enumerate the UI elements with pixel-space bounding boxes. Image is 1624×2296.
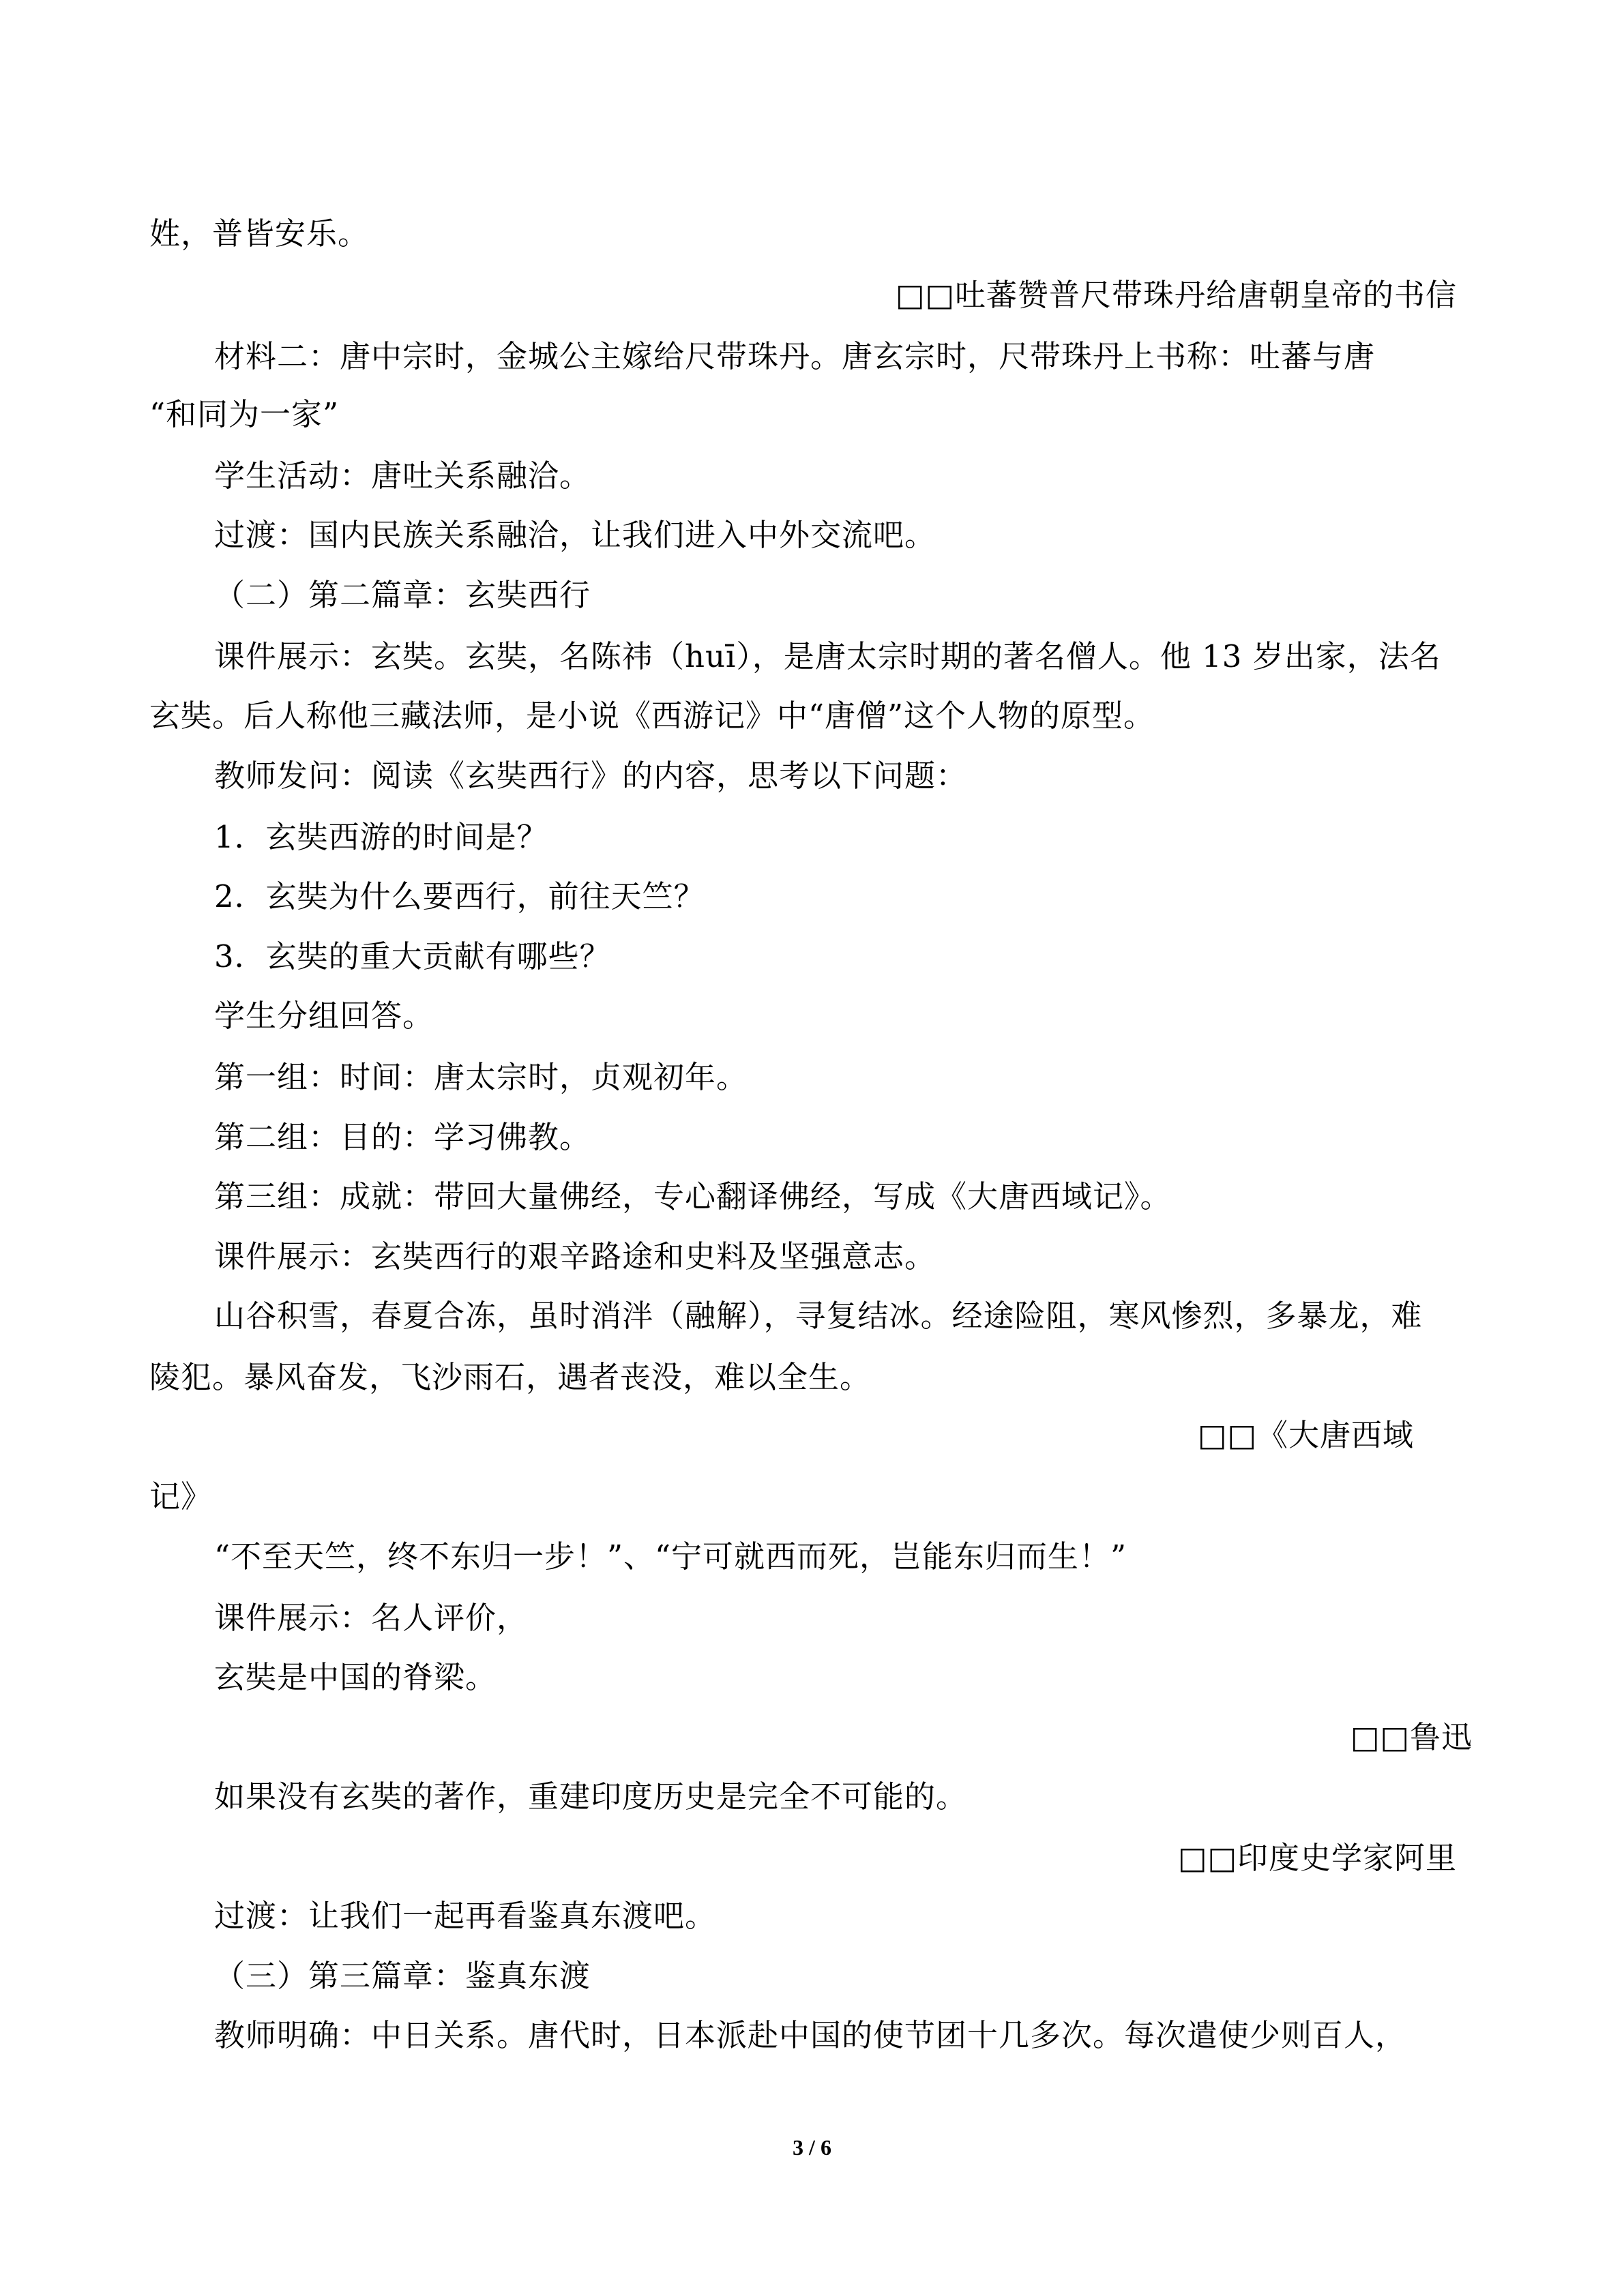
text-line: 课件展示：玄奘。玄奘，名陈祎（huī），是唐太宗时期的著名僧人。他 13 岁出家，法名 — [214, 638, 1441, 674]
section-heading: （三）第三篇章：鉴真东渡 — [214, 1958, 591, 1994]
section-heading: （二）第二篇章：玄奘西行 — [214, 577, 591, 613]
text-line: 教师明确：中日关系。唐代时，日本派赴中国的使节团十几多次。每次遣使少则百人， — [214, 2017, 1407, 2053]
source-attribution: □□吐蕃赞普尺带珠丹给唐朝皇帝的书信 — [895, 277, 1457, 313]
text-line: 学生活动：唐吐关系融洽。 — [214, 458, 591, 494]
text-line: 教师发问：阅读《玄奘西行》的内容，思考以下问题： — [214, 758, 968, 794]
source-attribution: □□鲁迅 — [1350, 1719, 1473, 1755]
source-attribution: 记》 — [149, 1478, 213, 1515]
source-attribution: □□印度史学家阿里 — [1177, 1840, 1457, 1876]
text-line: 课件展示：玄奘西行的艰辛路途和史料及坚强意志。 — [214, 1238, 936, 1274]
text-line: 过渡：让我们一起再看鉴真东渡吧。 — [214, 1898, 717, 1934]
text-line: “和同为一家” — [149, 396, 340, 432]
text-line: 课件展示：名人评价， — [214, 1600, 529, 1636]
text-line: 第三组：成就：带回大量佛经，专心翻译佛经，写成《大唐西域记》。 — [214, 1178, 1172, 1214]
question-item: 1．玄奘西游的时间是？ — [214, 819, 548, 855]
page-number: 3 / 6 — [793, 2135, 831, 2160]
text-line: 第二组：目的：学习佛教。 — [214, 1119, 591, 1155]
text-line: 姓，普皆安乐。 — [149, 215, 370, 252]
text-line: 陵犯。暴风奋发，飞沙雨石，遇者丧没，难以全生。 — [149, 1359, 872, 1395]
source-attribution: □□《大唐西域 — [1198, 1417, 1415, 1453]
text-line: 第一组：时间：唐太宗时，贞观初年。 — [214, 1059, 748, 1095]
question-item: 3．玄奘的重大贡献有哪些？ — [214, 938, 611, 974]
quote-line: “不至天竺，终不东归一步！”、“宁可就西而死，岂能东归而生！” — [214, 1538, 1127, 1575]
question-item: 2．玄奘为什么要西行，前往天竺？ — [214, 878, 705, 914]
text-line: 材料二：唐中宗时，金城公主嫁给尺带珠丹。唐玄宗时，尺带珠丹上书称：吐蕃与唐 — [214, 338, 1376, 374]
text-line: 玄奘。后人称他三藏法师，是小说《西游记》中“唐僧”这个人物的原型。 — [149, 698, 1155, 734]
text-line: 学生分组回答。 — [214, 998, 434, 1034]
quote-line: 玄奘是中国的脊梁。 — [214, 1659, 497, 1695]
text-line: 过渡：国内民族关系融洽，让我们进入中外交流吧。 — [214, 517, 936, 553]
quote-line: 如果没有玄奘的著作，重建印度历史是完全不可能的。 — [214, 1778, 968, 1815]
text-line: 山谷积雪，春夏合冻，虽时消泮（融解），寻复结冰。经途险阻，寒风惨烈，多暴龙，难 — [214, 1298, 1423, 1334]
